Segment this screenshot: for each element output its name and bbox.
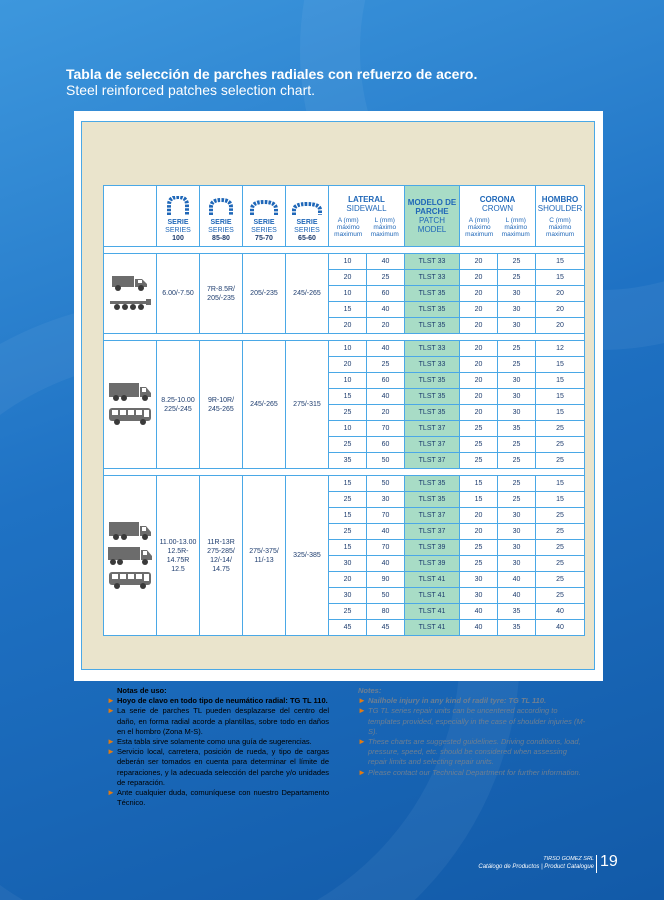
patch-model-cell: TLST 33: [405, 357, 460, 373]
sidewall-a-cell: 10: [329, 341, 367, 357]
vehicle-type-cell: [104, 476, 157, 636]
patch-model-cell: TLST 35: [405, 476, 460, 492]
crown-l-cell: 30: [498, 302, 536, 318]
vehicle-type-cell: [104, 254, 157, 334]
notes-heading: Notes:: [358, 686, 382, 695]
sidewall-a-cell: 15: [329, 540, 367, 556]
patch-model-cell: TLST 41: [405, 588, 460, 604]
table-body: [104, 247, 585, 636]
tire-size-cell: 245/-265: [286, 254, 329, 334]
sidewall-l-cell: 30: [367, 492, 405, 508]
crown-a-cell: 25: [460, 453, 498, 469]
page-subtitle: Steel reinforced patches selection chart.: [66, 82, 316, 98]
sidewall-l-cell: 50: [367, 588, 405, 604]
crown-a-cell: 15: [460, 476, 498, 492]
tire-size-cell: 6.00/-7.50: [157, 254, 200, 334]
patch-model-cell: TLST 37: [405, 437, 460, 453]
sidewall-l-cell: 20: [367, 318, 405, 334]
patch-model-cell: TLST 37: [405, 453, 460, 469]
bus-icon: [108, 407, 152, 425]
sidewall-l-cell: 40: [367, 341, 405, 357]
tire-size-cell: 275/-375/ 11/-13: [243, 476, 286, 636]
note-item: ► Nailhole injury in any kind of radil tyre: TG TL 110.: [358, 696, 547, 706]
crown-l-cell: 40: [498, 588, 536, 604]
crown-col-a-label: A (mm) máximo maximum: [465, 216, 494, 238]
series-header: SERIE SERIES 100: [157, 186, 200, 247]
crown-l-cell: 25: [498, 270, 536, 286]
sidewall-a-cell: 20: [329, 357, 367, 373]
notes-spanish: [107, 686, 329, 808]
shoulder-c-cell: 25: [536, 588, 585, 604]
crown-l-cell: 30: [498, 524, 536, 540]
note-item: ► Servicio local, carretera, posición de rueda, y tipo de cargas deberán ser tomados en cuenta para determinar el límite de reparaciones, y la adecuada selección del parche y/o unidades de reparación.: [107, 747, 329, 787]
arrow-bullet-icon: ►: [358, 737, 366, 747]
crown-l-cell: 30: [498, 373, 536, 389]
crown-l-cell: 35: [498, 620, 536, 636]
group-spacer: [104, 334, 585, 341]
sidewall-a-cell: 25: [329, 524, 367, 540]
tire-profile-icon: [207, 198, 235, 216]
footer-company: TIRSO GOMEZ SRL: [543, 856, 594, 862]
arrow-bullet-icon: ►: [107, 706, 115, 716]
patch-selection-table: [103, 185, 585, 636]
crown-a-cell: 15: [460, 492, 498, 508]
sidewall-l-cell: 40: [367, 524, 405, 540]
sidewall-a-cell: 30: [329, 588, 367, 604]
sidewall-a-cell: 15: [329, 476, 367, 492]
note-item: ► La serie de parches TL pueden desplazarse del centro del daño, en forma radial acorde a plantillas, sobre todo en daños en el hombro (Zona M-S).: [107, 706, 329, 736]
group-spacer: [104, 469, 585, 476]
patch-model-cell: TLST 37: [405, 524, 460, 540]
box-truck-icon: [108, 521, 152, 541]
patch-model-header: MODELO DE PARCHE PATCH MODEL: [405, 186, 460, 247]
crown-a-cell: 25: [460, 437, 498, 453]
sidewall-l-cell: 70: [367, 540, 405, 556]
shoulder-c-cell: 15: [536, 389, 585, 405]
crown-l-cell: 30: [498, 318, 536, 334]
crown-l-cell: 30: [498, 405, 536, 421]
tire-size-cell: 8.25-10.00 225/-245: [157, 341, 200, 469]
sidewall-l-cell: 25: [367, 357, 405, 373]
sidewall-a-cell: 15: [329, 302, 367, 318]
tire-size-cell: 325/-385: [286, 476, 329, 636]
sidewall-a-cell: 20: [329, 270, 367, 286]
arrow-bullet-icon: ►: [107, 737, 115, 747]
box-truck-icon: [108, 382, 152, 402]
sidewall-a-cell: 15: [329, 389, 367, 405]
shoulder-c-cell: 25: [536, 540, 585, 556]
crown-a-cell: 20: [460, 286, 498, 302]
sidewall-a-cell: 25: [329, 405, 367, 421]
patch-model-cell: TLST 35: [405, 405, 460, 421]
patch-model-cell: TLST 39: [405, 540, 460, 556]
patch-model-cell: TLST 35: [405, 286, 460, 302]
sidewall-l-cell: 25: [367, 270, 405, 286]
shoulder-c-cell: 15: [536, 270, 585, 286]
sidewall-l-cell: 70: [367, 421, 405, 437]
note-item: ► These charts are suggested guidelines. Driving conditions, load, pressure, speed, etc. should be considered when assessing repair limits and selecting repair units.: [358, 737, 581, 767]
arrow-bullet-icon: ►: [358, 706, 366, 716]
crown-a-cell: 20: [460, 318, 498, 334]
crown-a-cell: 20: [460, 357, 498, 373]
shoulder-c-cell: 15: [536, 357, 585, 373]
arrow-bullet-icon: ►: [107, 788, 115, 798]
crown-l-cell: 25: [498, 254, 536, 270]
note-item: ► Esta tabla sirve solamente como una guía de sugerencias.: [107, 737, 312, 747]
shoulder-c-cell: 25: [536, 453, 585, 469]
vehicle-header-cell: [104, 186, 157, 247]
shoulder-c-cell: 25: [536, 421, 585, 437]
crown-header: CORONA CROWN A (mm) máximo maximum L (mm) máximo maximum: [460, 186, 536, 247]
patch-model-cell: TLST 41: [405, 604, 460, 620]
shoulder-col-c-label: C (mm) máximo maximum: [545, 216, 575, 238]
sidewall-a-cell: 30: [329, 556, 367, 572]
shoulder-c-cell: 20: [536, 286, 585, 302]
crown-a-cell: 20: [460, 254, 498, 270]
page-title: Tabla de selección de parches radiales con refuerzo de acero.: [66, 66, 478, 82]
shoulder-c-cell: 15: [536, 405, 585, 421]
patch-model-cell: TLST 35: [405, 492, 460, 508]
shoulder-c-cell: 40: [536, 620, 585, 636]
patch-model-cell: TLST 37: [405, 421, 460, 437]
shoulder-header: HOMBRO SHOULDER C (mm) máximo maximum: [536, 186, 585, 247]
sidewall-a-cell: 10: [329, 421, 367, 437]
arrow-bullet-icon: ►: [358, 696, 366, 706]
crown-a-cell: 25: [460, 421, 498, 437]
patch-model-cell: TLST 37: [405, 508, 460, 524]
sidewall-l-cell: 20: [367, 405, 405, 421]
series-header: SERIE SERIES 65-60: [286, 186, 329, 247]
tire-size-cell: 275/-315: [286, 341, 329, 469]
shoulder-c-cell: 25: [536, 572, 585, 588]
patch-model-cell: TLST 35: [405, 373, 460, 389]
sidewall-a-cell: 35: [329, 453, 367, 469]
patch-model-cell: TLST 33: [405, 270, 460, 286]
crown-a-cell: 20: [460, 341, 498, 357]
lateral-header: LATERAL SIDEWALL A (mm) máximo maximum L (mm) máximo maximum: [329, 186, 405, 247]
crown-l-cell: 30: [498, 389, 536, 405]
notes-english: [358, 686, 588, 778]
tire-size-cell: 245/-265: [243, 341, 286, 469]
patch-model-cell: TLST 33: [405, 254, 460, 270]
crown-a-cell: 20: [460, 270, 498, 286]
crown-l-cell: 35: [498, 604, 536, 620]
semi-trailer-icon: [107, 546, 153, 566]
shoulder-c-cell: 25: [536, 437, 585, 453]
patch-model-cell: TLST 35: [405, 389, 460, 405]
shoulder-c-cell: 25: [536, 524, 585, 540]
crown-a-cell: 30: [460, 588, 498, 604]
note-item: ► Hoyo de clavo en todo tipo de neumático radial: TG TL 110.: [107, 696, 328, 706]
crown-l-cell: 30: [498, 556, 536, 572]
sidewall-l-cell: 70: [367, 508, 405, 524]
patch-model-cell: TLST 39: [405, 556, 460, 572]
shoulder-c-cell: 15: [536, 476, 585, 492]
tire-profile-icon: [291, 202, 323, 216]
sidewall-a-cell: 10: [329, 286, 367, 302]
crown-a-cell: 25: [460, 556, 498, 572]
shoulder-c-cell: 15: [536, 373, 585, 389]
table-row: [104, 341, 585, 357]
series-header: SERIE SERIES 75-70: [243, 186, 286, 247]
arrow-bullet-icon: ►: [107, 747, 115, 757]
note-item: ► TG TL series repair units can be uncentered according to templates provided, especially in the case of shoulder injuries (M-S).: [358, 706, 586, 736]
patch-model-cell: TLST 41: [405, 620, 460, 636]
chart-inner-frame: [81, 121, 595, 670]
tire-size-cell: 7R-8.5R/ 205/-235: [200, 254, 243, 334]
sidewall-l-cell: 40: [367, 389, 405, 405]
crown-a-cell: 20: [460, 524, 498, 540]
chart-panel: [74, 111, 603, 681]
group-spacer: [104, 247, 585, 254]
crown-l-cell: 25: [498, 341, 536, 357]
note-item: ► Ante cualquier duda, comuníquese con nuestro Departamento Técnico.: [107, 788, 329, 808]
crown-a-cell: 20: [460, 405, 498, 421]
notes-heading: Notas de uso:: [117, 686, 167, 695]
crown-l-cell: 30: [498, 286, 536, 302]
sidewall-a-cell: 25: [329, 492, 367, 508]
crown-l-cell: 25: [498, 357, 536, 373]
crown-a-cell: 40: [460, 604, 498, 620]
crown-l-cell: 25: [498, 437, 536, 453]
crown-l-cell: 35: [498, 421, 536, 437]
shoulder-c-cell: 20: [536, 318, 585, 334]
sidewall-a-cell: 10: [329, 254, 367, 270]
sidewall-a-cell: 45: [329, 620, 367, 636]
crown-l-cell: 30: [498, 540, 536, 556]
crown-l-cell: 25: [498, 492, 536, 508]
bus-icon: [108, 571, 152, 589]
table-header-row: [104, 186, 585, 247]
lateral-col-a-label: A (mm) máximo maximum: [334, 216, 363, 238]
arrow-bullet-icon: ►: [358, 767, 366, 777]
crown-a-cell: 20: [460, 302, 498, 318]
shoulder-c-cell: 25: [536, 508, 585, 524]
arrow-bullet-icon: ►: [107, 696, 115, 706]
note-item: ► Please contact our Technical Department for further information.: [358, 767, 581, 777]
sidewall-l-cell: 50: [367, 476, 405, 492]
vehicle-type-cell: [104, 341, 157, 469]
sidewall-l-cell: 60: [367, 373, 405, 389]
patch-model-cell: TLST 33: [405, 341, 460, 357]
shoulder-c-cell: 25: [536, 556, 585, 572]
sidewall-a-cell: 20: [329, 572, 367, 588]
crown-col-l-label: L (mm) máximo maximum: [501, 216, 530, 238]
crown-a-cell: 30: [460, 572, 498, 588]
sidewall-l-cell: 90: [367, 572, 405, 588]
crown-a-cell: 20: [460, 373, 498, 389]
sidewall-a-cell: 25: [329, 437, 367, 453]
shoulder-c-cell: 40: [536, 604, 585, 620]
sidewall-l-cell: 60: [367, 286, 405, 302]
page-number: 19: [600, 853, 618, 870]
shoulder-c-cell: 20: [536, 302, 585, 318]
sidewall-l-cell: 45: [367, 620, 405, 636]
series-header: SERIE SERIES 85-80: [200, 186, 243, 247]
shoulder-c-cell: 15: [536, 254, 585, 270]
crown-l-cell: 30: [498, 508, 536, 524]
crown-a-cell: 25: [460, 540, 498, 556]
light-truck-icon: [111, 274, 149, 292]
crown-a-cell: 20: [460, 389, 498, 405]
sidewall-l-cell: 50: [367, 453, 405, 469]
sidewall-l-cell: 80: [367, 604, 405, 620]
patch-model-cell: TLST 35: [405, 302, 460, 318]
patch-model-cell: TLST 41: [405, 572, 460, 588]
crown-l-cell: 25: [498, 453, 536, 469]
shoulder-c-cell: 15: [536, 492, 585, 508]
sidewall-a-cell: 20: [329, 318, 367, 334]
sidewall-a-cell: 15: [329, 508, 367, 524]
crown-l-cell: 40: [498, 572, 536, 588]
sidewall-l-cell: 40: [367, 302, 405, 318]
footer-catalogue: Catálogo de Productos | Product Catalogue: [478, 864, 594, 870]
tire-size-cell: 11.00-13.00 12.5R- 14.75R 12.5: [157, 476, 200, 636]
shoulder-c-cell: 12: [536, 341, 585, 357]
sidewall-a-cell: 25: [329, 604, 367, 620]
crown-l-cell: 25: [498, 476, 536, 492]
tire-size-cell: 205/-235: [243, 254, 286, 334]
sidewall-a-cell: 10: [329, 373, 367, 389]
patch-model-cell: TLST 35: [405, 318, 460, 334]
tire-size-cell: 9R-10R/ 245-265: [200, 341, 243, 469]
tire-size-cell: 11R-13R 275-285/ 12/-14/ 14.75: [200, 476, 243, 636]
table-row: [104, 254, 585, 270]
footer-divider: [596, 855, 597, 873]
table-row: [104, 476, 585, 492]
crown-a-cell: 40: [460, 620, 498, 636]
tire-profile-icon: [164, 196, 192, 216]
sidewall-l-cell: 40: [367, 556, 405, 572]
lateral-col-l-label: L (mm) máximo maximum: [370, 216, 399, 238]
trailer-icon: [108, 297, 152, 311]
sidewall-l-cell: 60: [367, 437, 405, 453]
tire-profile-icon: [249, 200, 279, 216]
sidewall-l-cell: 40: [367, 254, 405, 270]
crown-a-cell: 20: [460, 508, 498, 524]
